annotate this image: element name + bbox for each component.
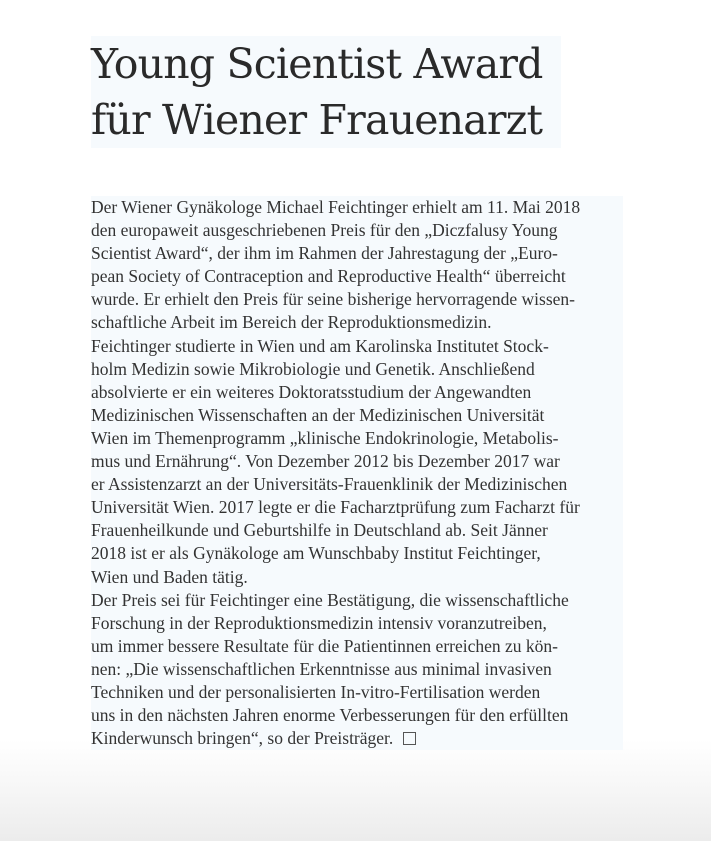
text-line: 2018 ist er als Gynäkologe am Wunschbaby Institut Feichtinger, <box>91 543 541 564</box>
text-line: schaftliche Arbeit im Bereich der Reproduktionsmedizin. <box>91 312 492 333</box>
article-body <box>91 196 623 750</box>
text-line: Forschung in der Reproduktionsmedizin intensiv voranzutreiben, <box>91 612 547 633</box>
text-line-content: Kinderwunsch bringen“, so der Preisträger. <box>91 728 394 749</box>
end-of-article-square-icon <box>403 732 416 745</box>
paragraph-quote <box>91 589 623 751</box>
text-line: Feichtinger studierte in Wien und am Karolinska Institutet Stock- <box>91 335 549 356</box>
text-line: holm Medizin sowie Mikrobiologie und Genetik. Anschließend <box>91 358 535 379</box>
text-line: absolvierte er ein weiteres Doktoratsstudium der Angewandten <box>91 381 532 402</box>
text-line: er Assistenzarzt an der Universitäts-Frauenklinik der Medizinischen <box>91 474 568 495</box>
paragraph-career <box>91 335 623 589</box>
text-line: um immer bessere Resultate für die Patientinnen erreichen zu kön- <box>91 635 558 656</box>
text-line: Wien und Baden tätig. <box>91 566 248 587</box>
article-title-line-2: für Wiener Frauenarzt <box>91 96 543 144</box>
article-title <box>91 36 561 148</box>
text-line: Techniken und der personalisierten In-vitro-Fertilisation werden <box>91 681 541 702</box>
last-text-line <box>91 727 623 750</box>
text-line: Der Preis sei für Feichtinger eine Bestätigung, die wissenschaftliche <box>91 589 569 610</box>
text-line: Frauenheilkunde und Geburtshilfe in Deutschland ab. Seit Jänner <box>91 520 548 541</box>
text-line: pean Society of Contraception and Reproductive Health“ überreicht <box>91 266 566 287</box>
text-line: den europaweit ausgeschriebenen Preis für den „Diczfalusy Young <box>91 220 558 241</box>
article-title-line-1: Young Scientist Award <box>91 40 543 88</box>
text-line: nen: „Die wissenschaftlichen Erkenntnisse aus minimal invasiven <box>91 658 552 679</box>
text-line: wurde. Er erhielt den Preis für seine bisherige hervorragende wissen- <box>91 289 575 310</box>
text-line: Universität Wien. 2017 legte er die Facharztprüfung zum Facharzt für <box>91 497 580 518</box>
paragraph-award <box>91 196 623 335</box>
text-line: Wien im Themenprogramm „klinische Endokrinologie, Metabolis- <box>91 427 559 448</box>
text-line: Der Wiener Gynäkologe Michael Feichtinger erhielt am 11. Mai 2018 <box>91 197 581 217</box>
text-line: uns in den nächsten Jahren enorme Verbesserungen für den erfüllten <box>91 705 569 726</box>
text-line: Scientist Award“, der ihm im Rahmen der Jahrestagung der „Euro- <box>91 243 558 264</box>
text-line: mus und Ernährung“. Von Dezember 2012 bis Dezember 2017 war <box>91 451 560 472</box>
text-line: Medizinischen Wissenschaften an der Medizinischen Universität <box>91 404 545 425</box>
